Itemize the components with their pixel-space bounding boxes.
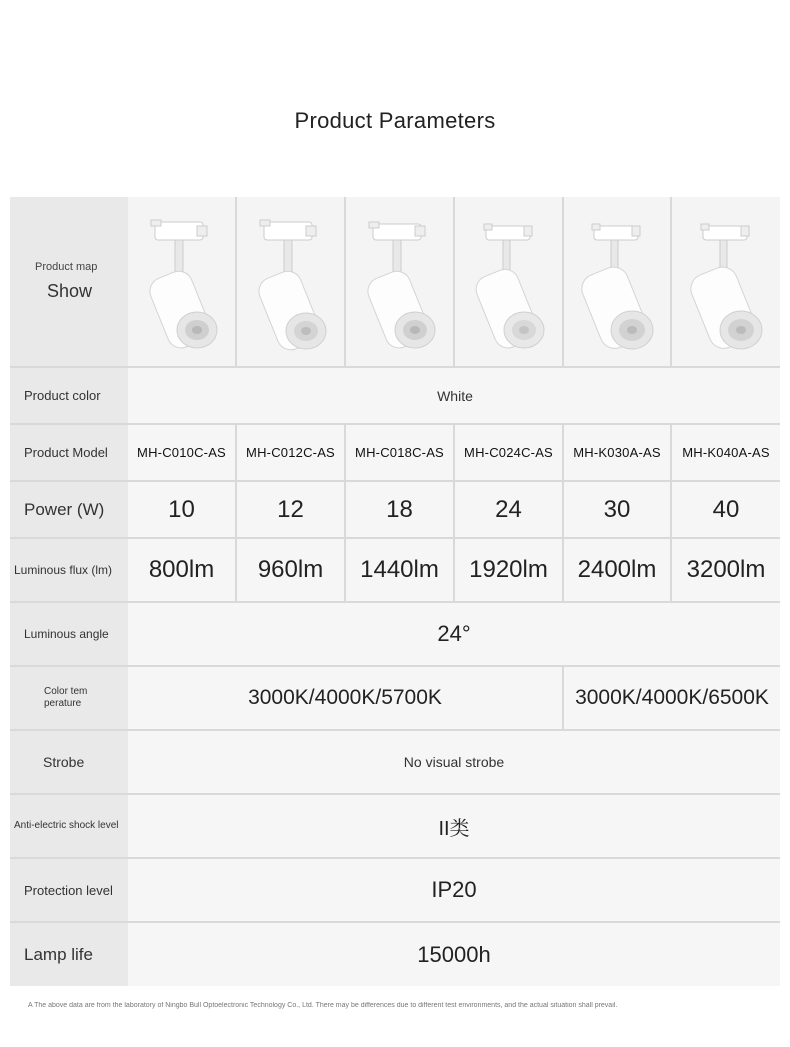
product-image-4 (454, 197, 563, 367)
row-protection-level (10, 858, 780, 922)
row-color-temperature (10, 666, 780, 730)
footnote: A The above data are from the laboratory of Ningbo Bull Optoelectronic Technology Co., Ltd. There may be differences due to different test environments, and the actual situation shall prevail. (28, 1002, 618, 1009)
model-cell: MH-C024C-AS (454, 424, 563, 481)
label-color-temperature: Color tem perature (10, 666, 128, 730)
label-lamp-life: Lamp life (10, 922, 128, 986)
row-product-map (10, 197, 780, 367)
power-cell: 10 (128, 481, 236, 538)
track-spotlight-icon (355, 212, 445, 352)
label-power: Power (W) (10, 481, 128, 538)
row-luminous-flux (10, 538, 780, 602)
power-cell: 40 (671, 481, 780, 538)
track-spotlight-icon (681, 212, 771, 352)
model-cell: MH-K040A-AS (671, 424, 780, 481)
label-anti-shock: Anti-electric shock level (10, 794, 128, 858)
track-spotlight-icon (464, 212, 554, 352)
product-image-3 (345, 197, 454, 367)
value-strobe: No visual strobe (128, 730, 780, 794)
row-product-model (10, 424, 780, 481)
model-cell: MH-K030A-AS (563, 424, 671, 481)
label-protection-level: Protection level (10, 858, 128, 922)
model-cell: MH-C018C-AS (345, 424, 454, 481)
flux-cell: 1440lm (345, 538, 454, 602)
row-anti-shock (10, 794, 780, 858)
product-image-5 (563, 197, 671, 367)
parameters-table (10, 197, 780, 986)
row-product-color (10, 367, 780, 424)
label-product-map-small: Product map (35, 261, 98, 273)
power-cell: 24 (454, 481, 563, 538)
row-luminous-angle (10, 602, 780, 666)
flux-cell: 800lm (128, 538, 236, 602)
value-color-temperature-b: 3000K/4000K/6500K (563, 666, 780, 730)
value-lamp-life: 15000h (128, 922, 780, 986)
page-title: Product Parameters (294, 108, 496, 133)
label-product-map-big: Show (47, 281, 93, 301)
power-cell: 18 (345, 481, 454, 538)
row-lamp-life (10, 922, 780, 986)
label-product-model: Product Model (10, 424, 128, 481)
value-protection-level: IP20 (128, 858, 780, 922)
model-cell: MH-C012C-AS (236, 424, 345, 481)
value-color-temperature-a: 3000K/4000K/5700K (128, 666, 563, 730)
track-spotlight-icon (246, 212, 336, 352)
product-image-2 (236, 197, 345, 367)
label-luminous-angle: Luminous angle (10, 602, 128, 666)
track-spotlight-icon (137, 212, 227, 352)
power-cell: 12 (236, 481, 345, 538)
product-image-6 (671, 197, 780, 367)
model-cell: MH-C010C-AS (128, 424, 236, 481)
label-product-map (10, 197, 128, 367)
value-product-color: White (128, 367, 780, 424)
product-image-1 (128, 197, 236, 367)
label-product-color: Product color (10, 367, 128, 424)
row-power (10, 481, 780, 538)
flux-cell: 1920lm (454, 538, 563, 602)
flux-cell: 960lm (236, 538, 345, 602)
flux-cell: 3200lm (671, 538, 780, 602)
power-cell: 30 (563, 481, 671, 538)
flux-cell: 2400lm (563, 538, 671, 602)
value-luminous-angle: 24° (128, 602, 780, 666)
value-anti-shock: II类 (128, 794, 780, 858)
track-spotlight-icon (572, 212, 662, 352)
row-strobe (10, 730, 780, 794)
label-strobe: Strobe (10, 730, 128, 794)
label-luminous-flux: Luminous flux (lm) (10, 538, 128, 602)
